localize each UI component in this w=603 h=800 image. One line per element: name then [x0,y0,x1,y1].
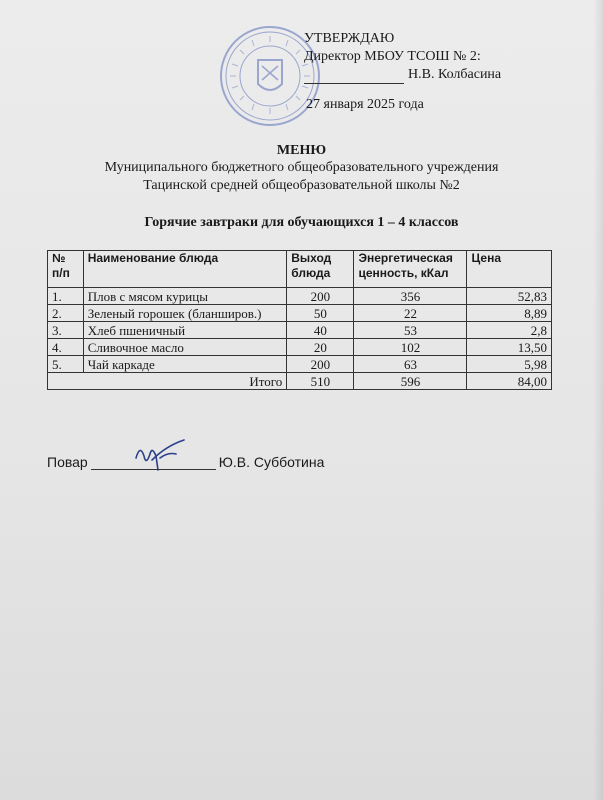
dish-price: 8,89 [467,305,552,322]
header-output: Выход блюда [287,251,354,288]
table-row [48,305,552,322]
total-row [48,373,552,390]
header-price: Цена [467,251,552,288]
approval-signature-row [304,66,501,84]
dish-kcal: 356 [354,288,467,305]
dish-output: 200 [287,288,354,305]
approval-date: 27 января 2025 года [306,97,424,112]
cook-name: Ю.В. Субботина [218,454,325,470]
dish-kcal: 102 [354,339,467,356]
dish-name: Хлеб пшеничный [83,322,287,339]
header-dish-name: Наименование блюда [83,251,287,288]
table-row [48,322,552,339]
dish-output: 40 [287,322,354,339]
row-number: 4. [48,339,84,356]
table-row [48,356,552,373]
dish-price: 13,50 [467,339,552,356]
approval-position: Директор МБОУ ТСОШ № 2: [304,49,481,64]
total-kcal: 596 [354,373,467,390]
dish-output: 200 [287,356,354,373]
school-name-line1: Муниципального бюджетного общеобразовательного учреждения [104,160,499,175]
approval-title: УТВЕРЖДАЮ [304,31,395,46]
row-number: 5. [48,356,84,373]
approval-signature-line [304,83,404,84]
dish-kcal: 53 [354,322,467,339]
header-number: № п/п [48,251,84,288]
table-row [48,288,552,305]
cook-label: Повар [47,454,88,470]
dish-kcal: 63 [354,356,467,373]
document-title: МЕНЮ [276,143,327,158]
header-energy: Энергетическая ценность, кКал [354,251,467,288]
dish-kcal: 22 [354,305,467,322]
dish-name: Сливочное масло [83,339,287,356]
approval-name: Н.В. Колбасина [408,67,502,82]
cook-signature-row [47,454,324,470]
dish-price: 52,83 [467,288,552,305]
dish-output: 50 [287,305,354,322]
menu-subtitle: Горячие завтраки для обучающихся 1 – 4 классов [144,215,459,230]
paper-edge-shadow [593,0,603,800]
cook-signature-line [91,455,216,470]
total-output: 510 [287,373,354,390]
dish-name: Зеленый горошек (бланширов.) [83,305,287,322]
row-number: 3. [48,322,84,339]
dish-name: Чай каркаде [83,356,287,373]
total-label: Итого [48,373,287,390]
row-number: 2. [48,305,84,322]
menu-table [47,250,552,390]
total-price: 84,00 [467,373,552,390]
row-number: 1. [48,288,84,305]
table-row [48,339,552,356]
dish-output: 20 [287,339,354,356]
school-name-line2: Тацинской средней общеобразовательной школы №2 [143,178,460,193]
approval-block [304,30,501,84]
dish-price: 5,98 [467,356,552,373]
menu-table-header [48,251,552,288]
dish-name: Плов с мясом курицы [83,288,287,305]
dish-price: 2,8 [467,322,552,339]
